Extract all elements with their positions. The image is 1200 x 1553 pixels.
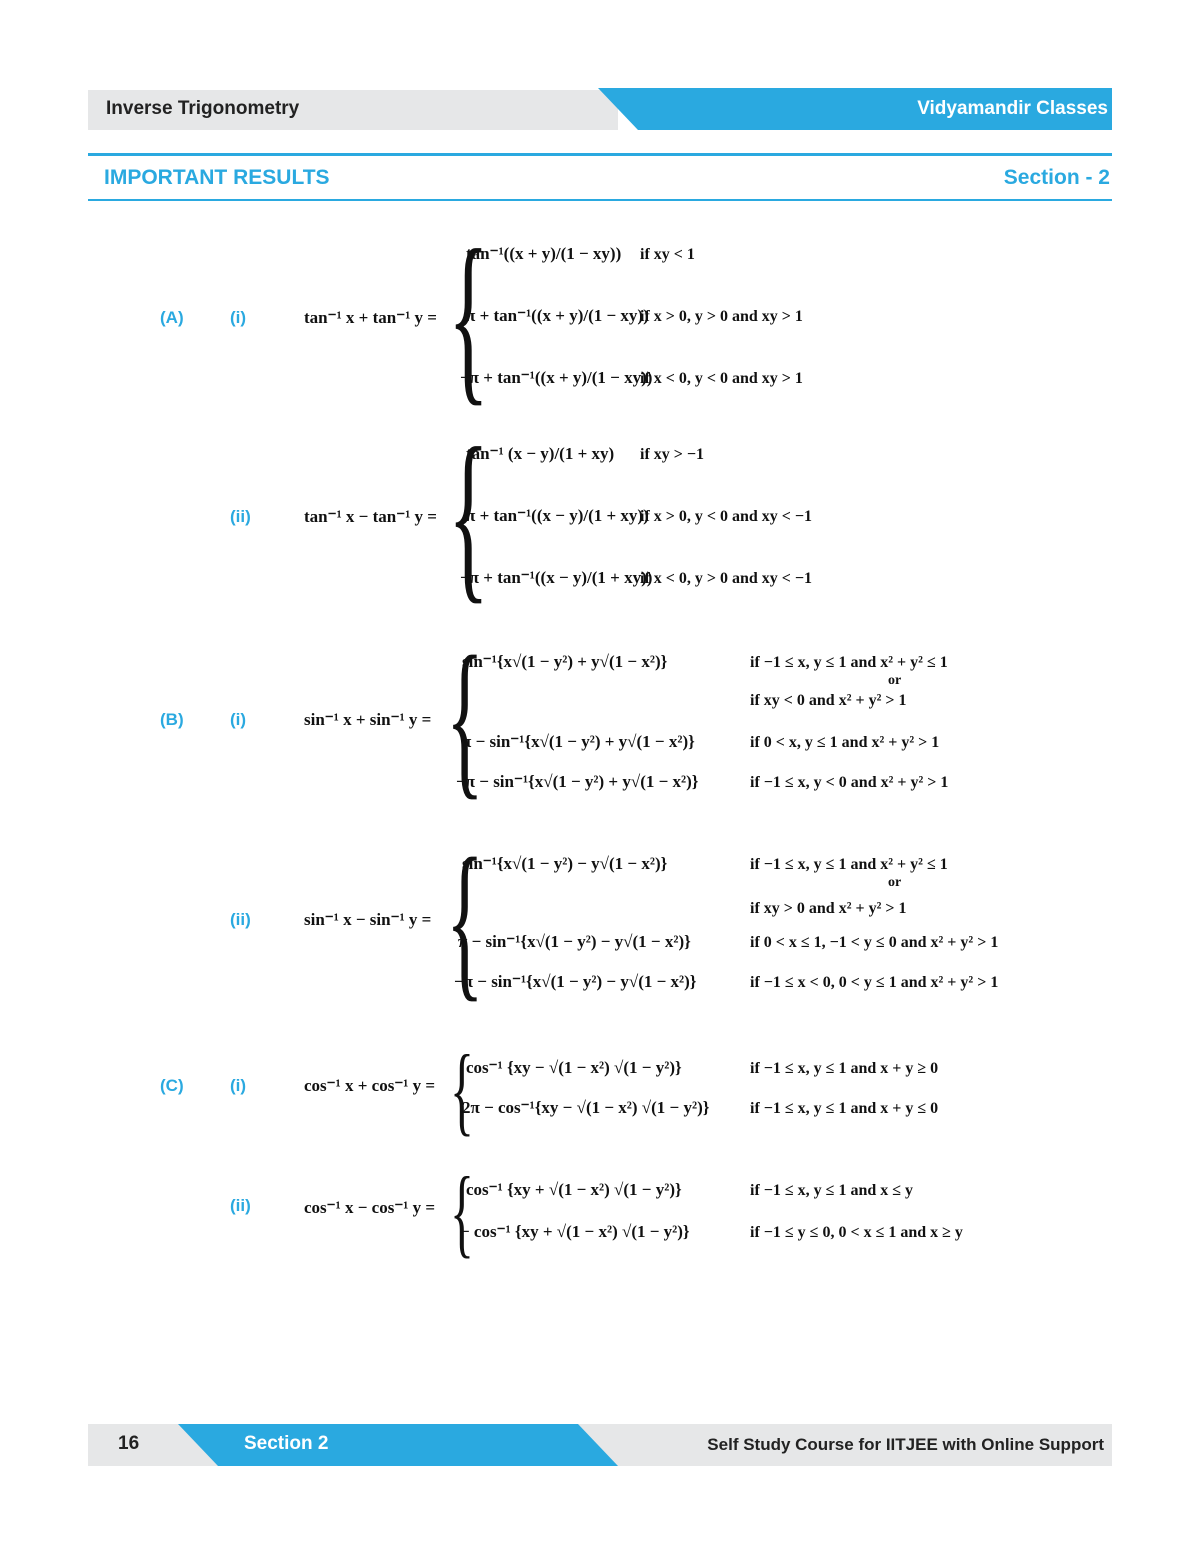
block-sublabel: (ii) — [230, 910, 251, 929]
case-expression: 2π − cos⁻¹{xy − √(1 − x²) √(1 − y²)} — [462, 1098, 710, 1117]
case-expression: sin⁻¹{x√(1 − y²) + y√(1 − x²)} — [462, 652, 668, 671]
case-condition: if −1 ≤ x, y ≤ 1 and x + y ≤ 0 — [750, 1100, 939, 1117]
formula-lhs: tan⁻¹ x + tan⁻¹ y = — [304, 308, 437, 327]
case-expression: −π + tan⁻¹((x + y)/(1 − xy)) — [460, 368, 653, 387]
case-expression: π + tan⁻¹((x − y)/(1 + xy)) — [466, 506, 649, 525]
case-expression: tan⁻¹((x + y)/(1 − xy)) — [466, 244, 622, 263]
case-condition: if x < 0, y < 0 and xy > 1 — [640, 370, 803, 387]
course-name: Self Study Course for IITJEE with Online Support — [707, 1435, 1104, 1454]
case-expression: −π + tan⁻¹((x − y)/(1 + xy)) — [460, 568, 653, 587]
section-rule-top — [88, 153, 1112, 156]
formula-lhs: tan⁻¹ x − tan⁻¹ y = — [304, 507, 437, 526]
formula-lhs: sin⁻¹ x − sin⁻¹ y = — [304, 910, 432, 929]
block-sublabel: (i) — [230, 1076, 247, 1095]
left-brace-icon: { — [448, 212, 490, 422]
block-sublabel: (i) — [230, 710, 247, 729]
case-expression: tan⁻¹ (x − y)/(1 + xy) — [466, 444, 615, 463]
formula-lhs: sin⁻¹ x + sin⁻¹ y = — [304, 710, 432, 729]
block-label: (A) — [160, 308, 184, 327]
case-expression: −π − sin⁻¹{x√(1 − y²) + y√(1 − x²)} — [456, 772, 699, 791]
case-condition: if xy < 0 and x² + y² > 1 — [750, 692, 907, 709]
case-condition: if −1 ≤ x, y ≤ 1 and x ≤ y — [750, 1182, 914, 1199]
block-label: (B) — [160, 710, 184, 729]
left-brace-icon: { — [448, 410, 490, 620]
block-sublabel: (ii) — [230, 1196, 251, 1215]
case-expression: π − sin⁻¹{x√(1 − y²) − y√(1 − x²)} — [458, 932, 691, 951]
case-condition: if 0 < x, y ≤ 1 and x² + y² > 1 — [750, 734, 940, 751]
case-condition: if xy > 0 and x² + y² > 1 — [750, 900, 907, 917]
page-number: 16 — [118, 1433, 140, 1454]
left-brace-icon: { — [446, 822, 484, 1016]
case-condition-or: or — [888, 673, 902, 688]
block-sublabel: (ii) — [230, 507, 251, 526]
chapter-title: Inverse Trigonometry — [106, 98, 300, 119]
case-condition: if −1 ≤ y ≤ 0, 0 < x ≤ 1 and x ≥ y — [750, 1224, 963, 1241]
section-number: Section - 2 — [1003, 166, 1110, 189]
brand-name: Vidyamandir Classes — [917, 98, 1108, 119]
formula-lhs: cos⁻¹ x − cos⁻¹ y = — [304, 1198, 436, 1217]
case-condition: if x > 0, y > 0 and xy > 1 — [640, 308, 803, 325]
case-expression: π − sin⁻¹{x√(1 − y²) + y√(1 − x²)} — [462, 732, 695, 751]
left-brace-icon: { — [446, 620, 484, 814]
case-condition: if xy > −1 — [640, 446, 705, 463]
case-condition: if xy < 1 — [640, 246, 695, 263]
left-brace-icon: { — [450, 1156, 474, 1267]
case-condition: if −1 ≤ x, y ≤ 1 and x² + y² ≤ 1 — [750, 856, 948, 873]
formula-lhs: cos⁻¹ x + cos⁻¹ y = — [304, 1076, 436, 1095]
case-expression: −π − sin⁻¹{x√(1 − y²) − y√(1 − x²)} — [454, 972, 697, 991]
case-expression: π + tan⁻¹((x + y)/(1 − xy)) — [466, 306, 649, 325]
block-sublabel: (i) — [230, 308, 247, 327]
case-condition: if −1 ≤ x, y ≤ 1 and x² + y² ≤ 1 — [750, 654, 948, 671]
case-condition: if −1 ≤ x, y < 0 and x² + y² > 1 — [750, 774, 949, 791]
block-label: (C) — [160, 1076, 184, 1095]
case-expression: cos⁻¹ {xy + √(1 − x²) √(1 − y²)} — [466, 1180, 682, 1199]
case-condition: if x < 0, y > 0 and xy < −1 — [640, 570, 813, 587]
section-rule-bottom — [88, 199, 1112, 201]
case-expression: − cos⁻¹ {xy + √(1 − x²) √(1 − y²)} — [460, 1222, 690, 1241]
case-condition-or: or — [888, 875, 902, 890]
section-title: IMPORTANT RESULTS — [104, 166, 330, 189]
case-expression: cos⁻¹ {xy − √(1 − x²) √(1 − y²)} — [466, 1058, 682, 1077]
case-condition: if −1 ≤ x, y ≤ 1 and x + y ≥ 0 — [750, 1060, 939, 1077]
footer-section: Section 2 — [244, 1433, 329, 1454]
case-condition: if 0 < x ≤ 1, −1 < y ≤ 0 and x² + y² > 1 — [750, 934, 999, 951]
case-expression: sin⁻¹{x√(1 − y²) − y√(1 − x²)} — [462, 854, 668, 873]
left-brace-icon: { — [450, 1034, 474, 1145]
case-condition: if x > 0, y < 0 and xy < −1 — [640, 508, 813, 525]
case-condition: if −1 ≤ x < 0, 0 < y ≤ 1 and x² + y² > 1 — [750, 974, 999, 991]
